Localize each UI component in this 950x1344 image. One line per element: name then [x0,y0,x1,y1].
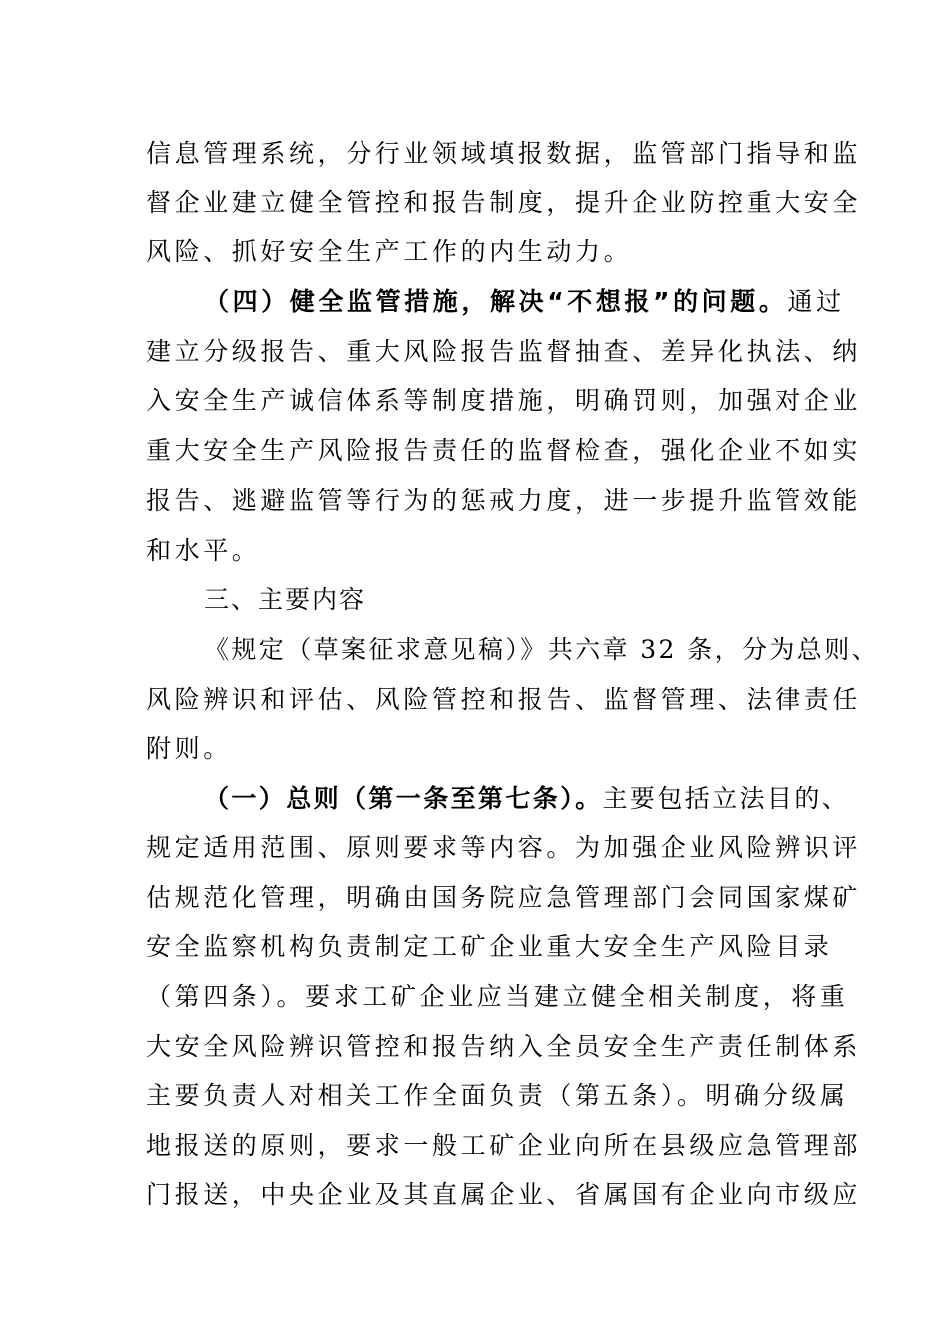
p1-line-1: 信息管理系统，分行业领域填报数据，监管部门指导和监 [146,139,862,168]
p3-line-3: 附则。 [146,734,232,763]
p2-line-1 [204,282,845,322]
p3-line-2: 风险辨识和评估、风险管控和报告、监督管理、法律责任 [146,685,862,714]
p2-bold-title: （四）健全监管措施，解决“不想报”的问题。 [204,287,788,316]
p4-line-5: （第四条）。要求工矿企业应当建立健全相关制度，将重 [146,982,849,1011]
p2-line-2: 建立分级报告、重大风险报告监督抽查、差异化执法、纳 [146,337,862,366]
p4-line-9: 门报送，中央企业及其直属企业、省属国有企业向市级应 [146,1180,862,1209]
p4-line-4: 安全监察机构负责制定工矿企业重大安全生产风险目录 [146,932,833,961]
p1-line-3: 风险、抓好安全生产工作的内生动力。 [146,237,633,266]
p4-line-1-rest: 主要包括立法目的、 [602,784,850,813]
p1-line-2: 督企业建立健全管控和报告制度，提升企业防控重大安全 [146,188,862,217]
p4-line-2: 规定适用范围、原则要求等内容。为加强企业风险辨识评 [146,833,862,862]
p4-line-7: 主要负责人对相关工作全面负责（第五条）。明确分级属 [146,1081,849,1110]
p4-line-6: 大安全风险辨识管控和报告纳入全员安全生产责任制体系 [146,1032,862,1061]
p2-line-1-rest: 通过 [787,287,845,316]
p2-line-4: 重大安全生产风险报告责任的监督检查，强化企业不如实 [146,436,862,465]
p2-line-3: 入安全生产诚信体系等制度措施，明确罚则，加强对企业 [146,386,862,415]
p2-line-5: 报告、逃避监管等行为的惩戒力度，进一步提升监管效能 [146,486,862,515]
p2-line-6: 和水平。 [146,536,261,565]
p3-line-1: 《规定（草案征求意见稿）》共六章 32 条，分为总则、 [204,635,880,664]
p4-line-8: 地报送的原则，要求一般工矿企业向所在县级应急管理部 [146,1131,862,1160]
section-heading-main-content: 三、主要内容 [204,585,367,614]
p4-line-1 [204,779,850,819]
p4-line-3: 估规范化管理，明确由国务院应急管理部门会同国家煤矿 [146,883,862,912]
p4-bold-title: （一）总则（第一条至第七条）。 [204,784,603,813]
